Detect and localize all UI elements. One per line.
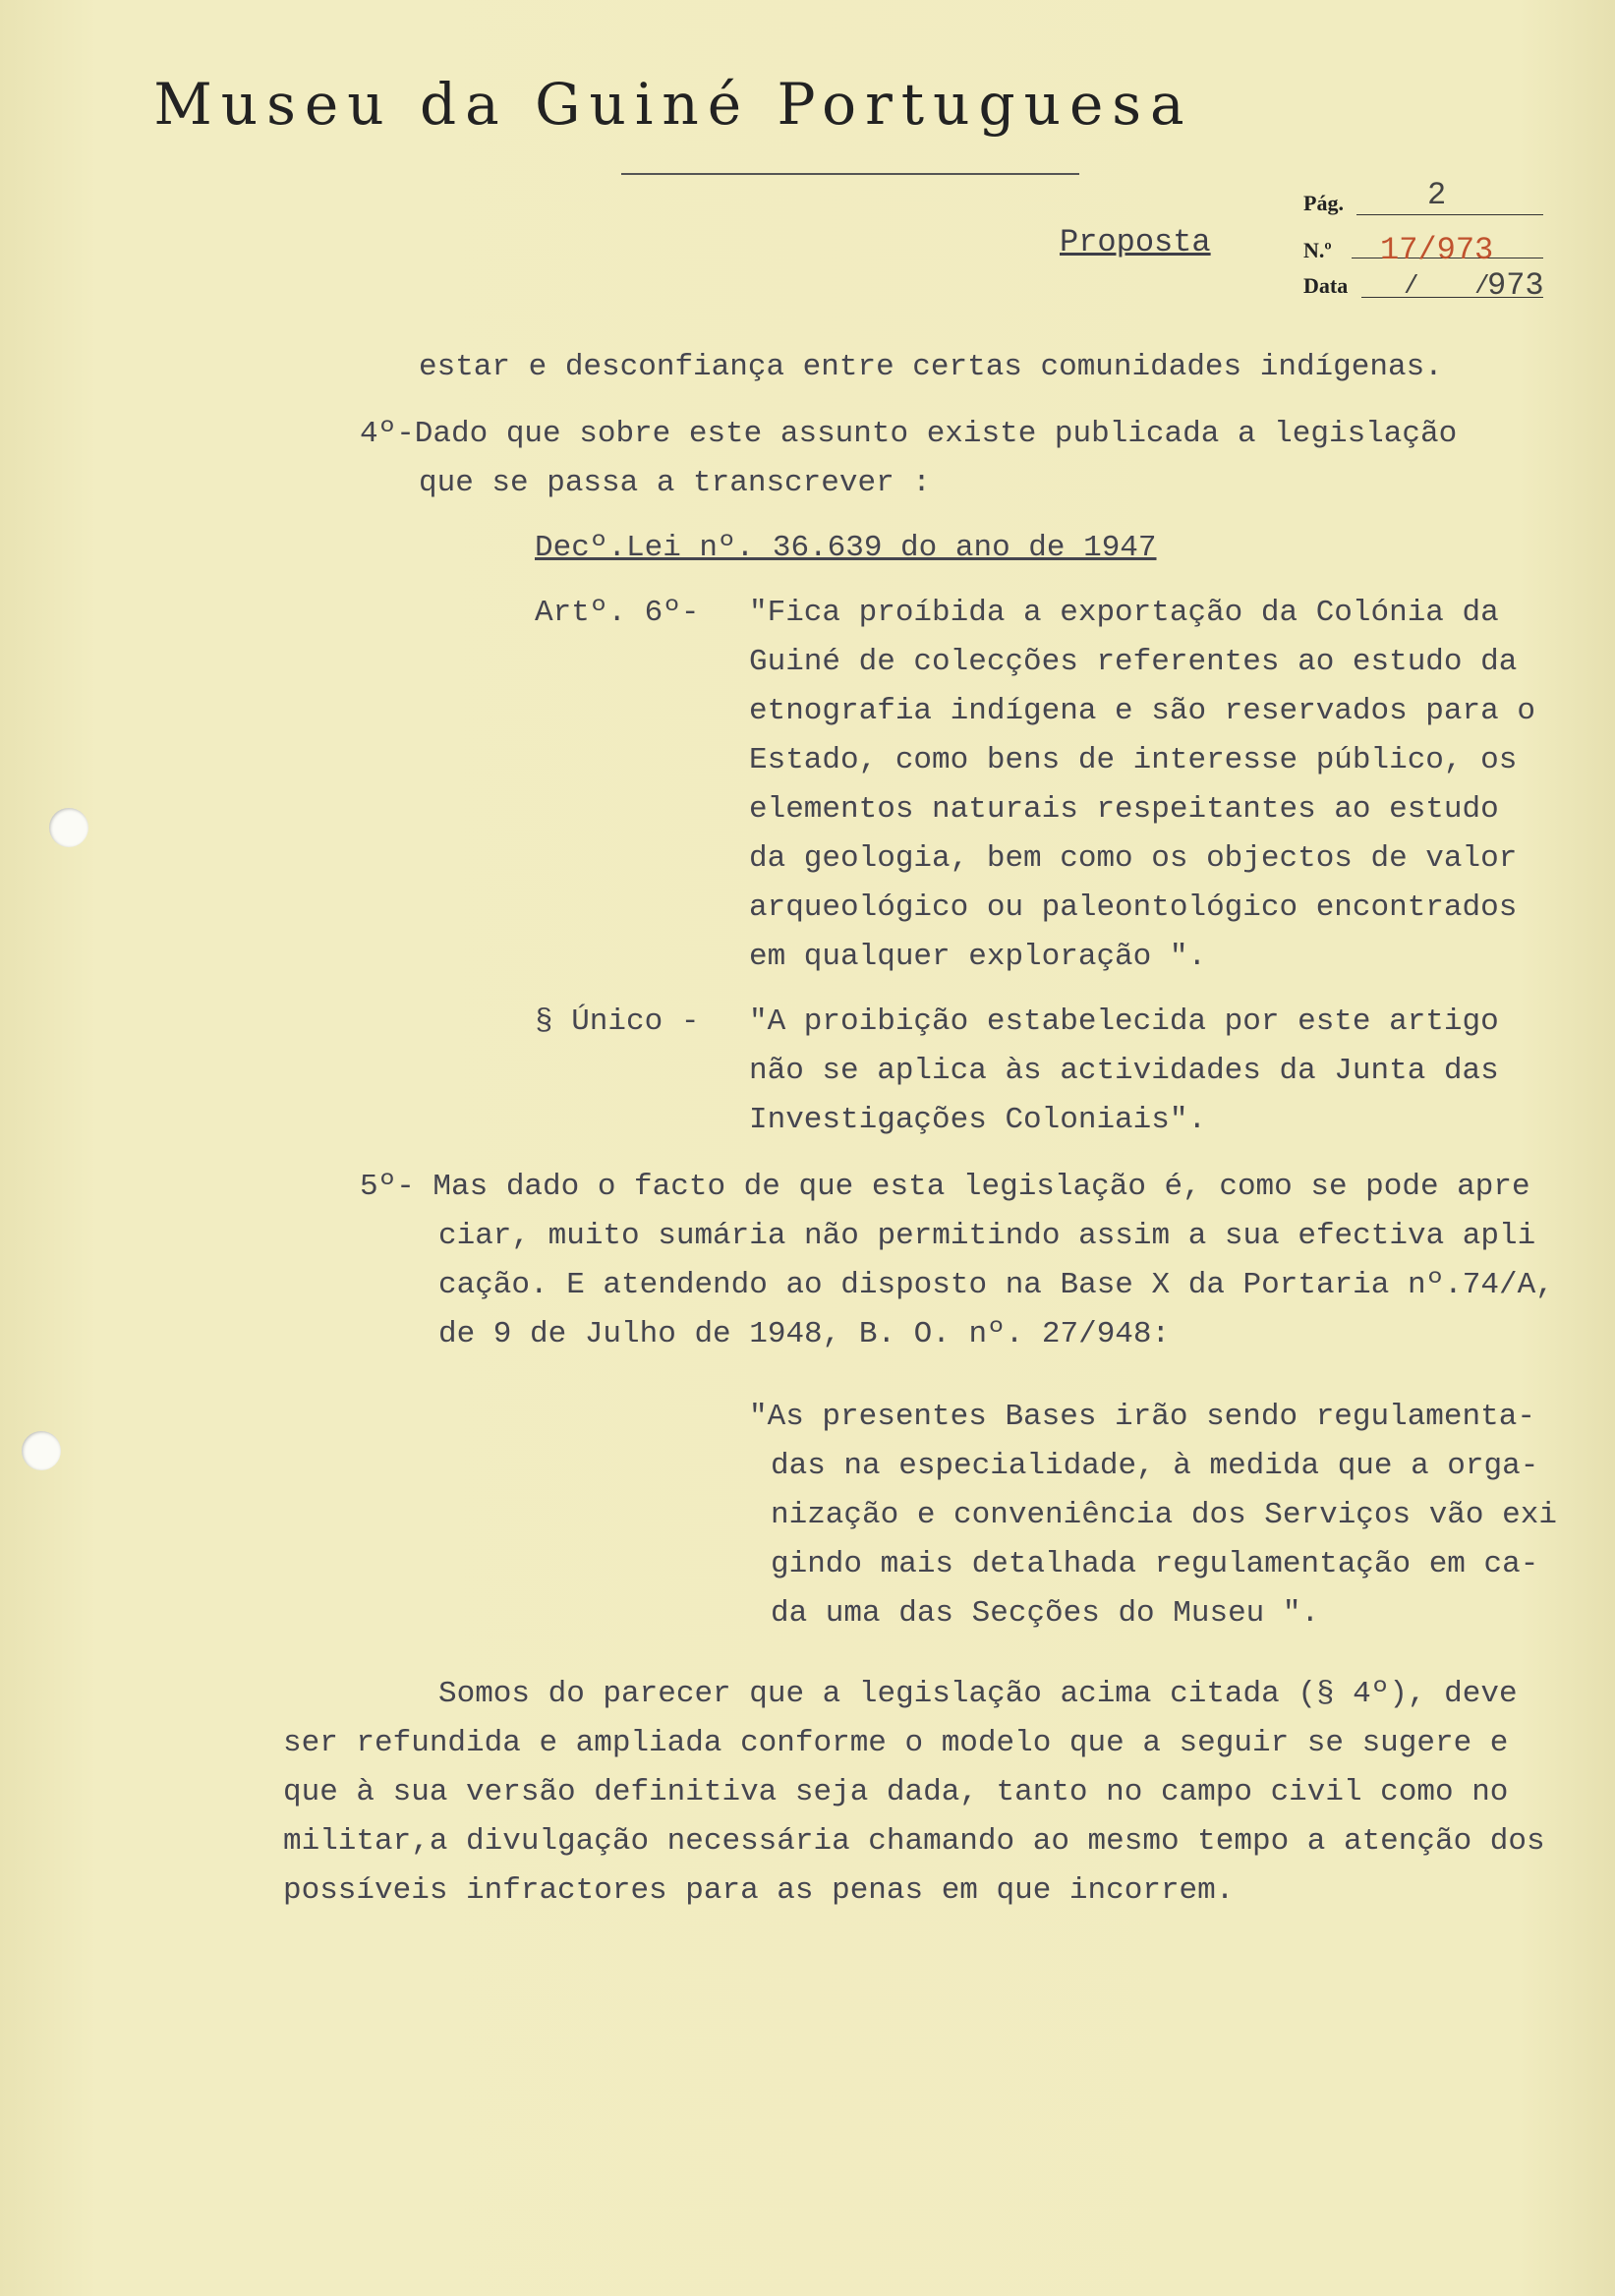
punch-hole-bottom [22, 1431, 61, 1470]
unico-line: não se aplica às actividades da Junta das [749, 1054, 1499, 1088]
article-line: elementos naturais respeitantes ao estudo [749, 792, 1499, 827]
paragraph-5-line: cação. E atendendo ao disposto na Base X da Portaria nº.74/A, [438, 1268, 1554, 1302]
final-paragraph-line: que à sua versão definitiva seja dada, tanto no campo civil como no [283, 1775, 1509, 1809]
punch-hole-top [49, 808, 88, 847]
paragraph-4-line-1: 4º-Dado que sobre este assunto existe publicada a legislação [360, 417, 1458, 451]
quote-line: gindo mais detalhada regulamentação em ca- [771, 1547, 1539, 1581]
article-line: em qualquer exploração ". [749, 940, 1207, 974]
paragraph-5-line: de 9 de Julho de 1948, B. O. nº. 27/948: [438, 1317, 1171, 1351]
paragraph-4-line-2: que se passa a transcrever : [419, 466, 931, 500]
article-label: Artº. 6º- [535, 596, 700, 630]
article-line: Estado, como bens de interesse público, os [749, 743, 1518, 777]
final-paragraph-line: ser refundida e ampliada conforme o modelo que a seguir se sugere e [283, 1726, 1509, 1760]
number-value: 17/973 [1380, 232, 1494, 268]
date-label: Data [1303, 273, 1349, 298]
quote-line: da uma das Secções do Museu ". [771, 1596, 1320, 1631]
paragraph-5-line: 5º- Mas dado o facto de que esta legislação é, como se pode apre [360, 1170, 1530, 1204]
document-type: Proposta [1060, 224, 1211, 260]
quote-line: das na especialidade, à medida que a orga- [771, 1449, 1539, 1483]
page-value: 2 [1427, 177, 1447, 213]
article-line: etnografia indígena e são reservados para o [749, 694, 1535, 728]
number-label: N.º [1303, 238, 1332, 262]
unico-line: "A proibição estabelecida por este artigo [749, 1004, 1499, 1039]
header-divider [621, 173, 1079, 175]
article-line: "Fica proíbida a exportação da Colónia da [749, 596, 1499, 630]
final-paragraph-line: possíveis infractores para as penas em que incorrem. [283, 1873, 1235, 1908]
article-line: arqueológico ou paleontológico encontrados [749, 890, 1518, 925]
quote-line: "As presentes Bases irão sendo regulamenta- [749, 1400, 1535, 1434]
date-separator-1: / [1404, 271, 1419, 301]
page-line [1356, 214, 1543, 215]
article-line: Guiné de colecções referentes ao estudo da [749, 645, 1518, 679]
body-line-continuation: estar e desconfiança entre certas comunidades indígenas. [419, 350, 1443, 384]
quote-line: nização e conveniência dos Serviços vão exi [771, 1498, 1557, 1532]
decree-title: Decº.Lei nº. 36.639 do ano de 1947 [535, 531, 1157, 565]
unico-label: § Único - [535, 1004, 700, 1039]
final-paragraph-line: militar,a divulgação necessária chamando ao mesmo tempo a atenção dos [283, 1824, 1545, 1859]
page-label: Pág. [1303, 191, 1344, 215]
date-separator-2: / [1474, 271, 1490, 301]
unico-line: Investigações Coloniais". [749, 1103, 1207, 1137]
museum-title: Museu da Guiné Portuguesa [153, 71, 1193, 138]
final-paragraph-line: Somos do parecer que a legislação acima citada (§ 4º), deve [438, 1677, 1518, 1711]
date-year: 973 [1487, 267, 1544, 304]
article-line: da geologia, bem como os objectos de valor [749, 841, 1518, 876]
paragraph-5-line: ciar, muito sumária não permitindo assim a sua efectiva apli [438, 1219, 1536, 1253]
